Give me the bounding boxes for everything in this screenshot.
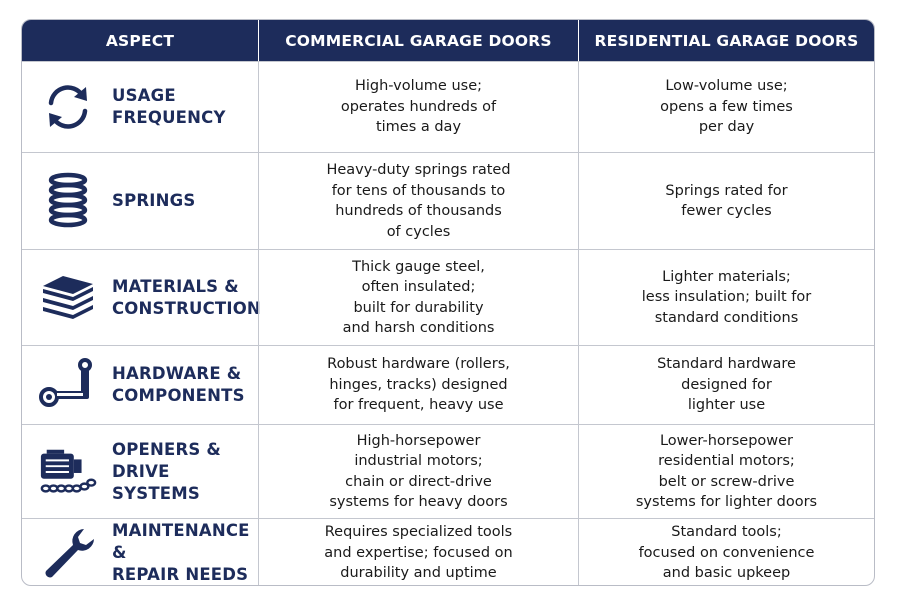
table-row-usage-frequency [22, 61, 874, 152]
table-row-hardware [22, 345, 874, 424]
aspect-label: SPRINGS [112, 191, 196, 210]
aspect-label: USAGE FREQUENCY [112, 86, 226, 127]
stacked-sheets-icon [38, 270, 98, 326]
residential-cell: Lower-horsepower residential motors; belt or screw-drive systems for lighter doors [578, 425, 874, 518]
commercial-cell: Thick gauge steel, often insulated; built for durability and harsh conditions [258, 250, 578, 345]
header-commercial: COMMERCIAL GARAGE DOORS [258, 20, 578, 61]
header-residential: RESIDENTIAL GARAGE DOORS [578, 20, 874, 61]
cycle-arrows-icon [38, 79, 98, 135]
aspect-cell [22, 519, 258, 586]
roller-hinge-icon [38, 357, 98, 413]
motor-chain-icon [38, 444, 98, 500]
commercial-cell: High-horsepower industrial motors; chain or direct-drive systems for heavy doors [258, 425, 578, 518]
aspect-cell [22, 250, 261, 345]
wrench-icon [38, 525, 98, 581]
aspect-cell [22, 346, 258, 424]
aspect-label: HARDWARE & COMPONENTS [112, 364, 245, 405]
table-header-row [22, 20, 874, 61]
aspect-label: OPENERS & DRIVE SYSTEMS [112, 439, 221, 503]
residential-cell: Standard tools; focused on convenience and basic upkeep [578, 519, 874, 586]
residential-cell: Standard hardware designed for lighter use [578, 346, 874, 424]
residential-cell: Lighter materials; less insulation; built for standard conditions [578, 250, 874, 345]
commercial-cell: High-volume use; operates hundreds of times a day [258, 62, 578, 152]
header-aspect: ASPECT [105, 31, 175, 50]
aspect-label: MAINTENANCE & REPAIR NEEDS [112, 521, 250, 584]
table-row-materials [22, 249, 874, 345]
commercial-cell: Requires specialized tools and expertise; focused on durability and uptime [258, 519, 578, 586]
residential-cell: Low-volume use; opens a few times per day [578, 62, 874, 152]
spring-icon [38, 173, 98, 229]
table-row-openers [22, 424, 874, 518]
table-row-maintenance [22, 518, 874, 586]
aspect-label: MATERIALS & CONSTRUCTION [112, 276, 261, 318]
aspect-cell [22, 153, 258, 249]
commercial-cell: Heavy-duty springs rated for tens of thousands to hundreds of thousands of cycles [258, 153, 578, 249]
aspect-cell [22, 62, 258, 152]
commercial-cell: Robust hardware (rollers, hinges, tracks) designed for frequent, heavy use [258, 346, 578, 424]
comparison-table [21, 19, 875, 586]
aspect-cell [22, 425, 258, 518]
table-row-springs [22, 152, 874, 249]
residential-cell: Springs rated for fewer cycles [578, 153, 874, 249]
